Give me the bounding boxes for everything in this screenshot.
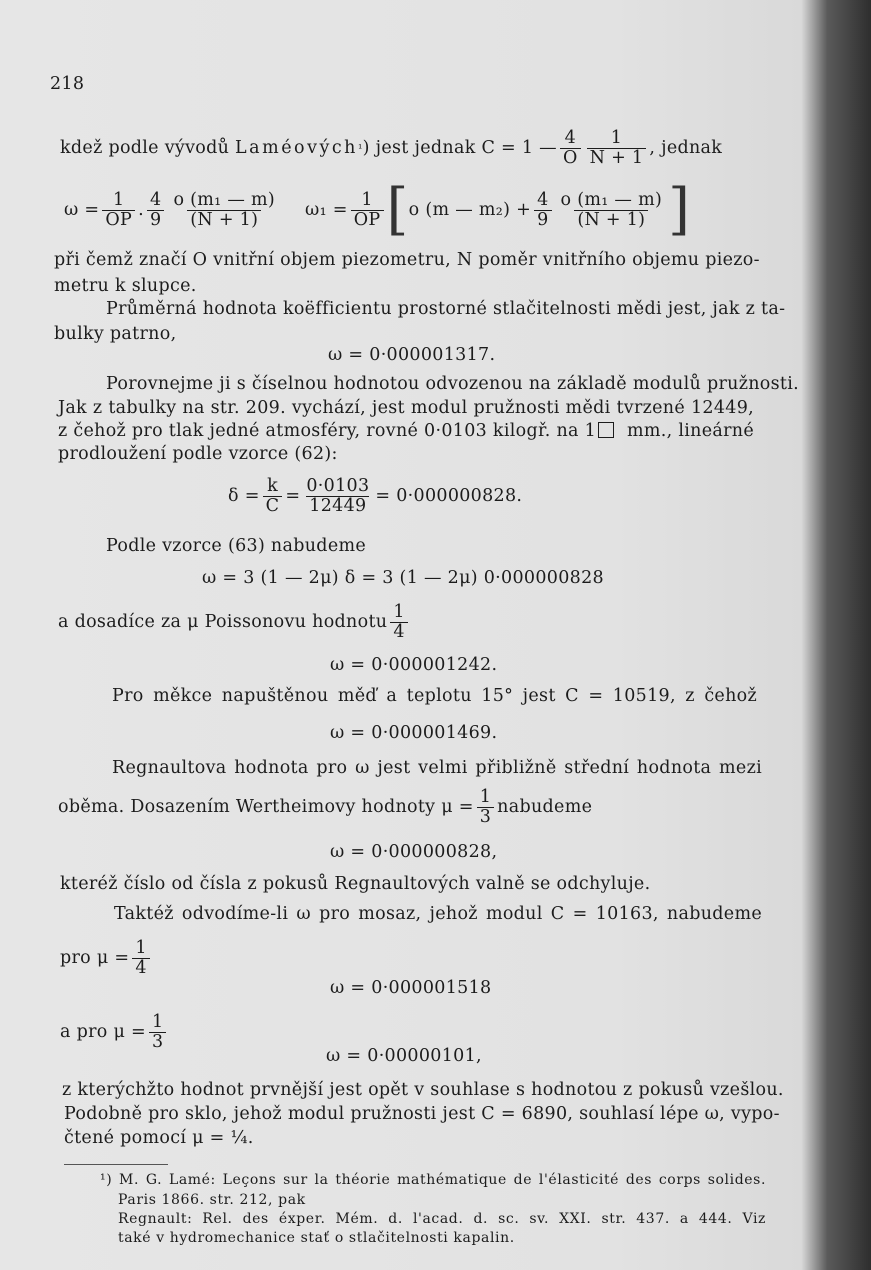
pro-mu-line-1 <box>60 932 153 984</box>
delta-lhs: δ = <box>228 486 260 506</box>
para9-line2: Podobně pro sklo, jehož modul pružnosti jest C = 6890, souhlasí lépe ω, vypo- <box>64 1104 780 1124</box>
fraction-1-over-4: $\frac{1}{4}$ <box>390 603 407 641</box>
eq-c-tail: , jednak <box>649 138 723 158</box>
para4: Podle vzorce (63) nabudeme <box>106 536 367 556</box>
para9-line1: z kterýchžto hodnot prvnější jest opět v souhlase s hodnotou z pokusů vzešlou. <box>62 1080 784 1100</box>
equation-omega-5: ω = 0·000000828, <box>330 842 498 862</box>
para3-line4: prodloužení podle vzorce (62): <box>58 444 338 464</box>
eq-c-mid: ) jest jednak <box>362 138 476 158</box>
page-number: 218 <box>50 74 85 94</box>
delta-rhs: = 0·000000828. <box>375 486 523 506</box>
para3-line2: Jak z tabulky na str. 209. vychází, jest modul pružnosti mědi tvrzené 12449, <box>58 398 754 418</box>
footnote-line4: také v hydromechanice stať o stlačitelnosti kapalin. <box>118 1230 515 1246</box>
fraction-k-over-C: $\frac{k}{C}$ <box>263 477 283 515</box>
para3-line3-a: z čehož pro tlak jedné atmosféry, rovné 0·0103 kilogř. na 1 <box>58 421 597 441</box>
bracket-term: o (m — m₂) + <box>408 200 532 220</box>
author-lame: Laméových <box>235 138 358 158</box>
poisson-line <box>58 596 411 648</box>
footnote-line1: ¹) M. G. Lamé: Leçons sur la théorie mathématique de l'élasticité des corps solides. <box>100 1172 766 1188</box>
fraction-om1m: $\frac{\text{o (m₁ — m)}}{(N + 1)}$ <box>173 190 276 230</box>
para6-line2-b: nabudeme <box>497 797 593 817</box>
eq-c-intro: kdež podle vývodů <box>60 138 230 158</box>
omega-formula-line <box>64 176 691 242</box>
equation-omega-3: ω = 0·000001242. <box>330 655 498 675</box>
pro-mu-label-1: pro μ = <box>60 948 130 968</box>
para2-line1: Průměrná hodnota koëfficientu prostorné stlačitelnosti mědi jest, jak z ta- <box>106 299 786 319</box>
fraction-om1m-2: $\frac{\text{o (m₁ — m)}}{(N + 1)}$ <box>560 190 663 230</box>
para6-line1: Regnaultova hodnota pro ω jest velmi přibližně střední hodnota mezi <box>112 758 762 778</box>
para6-line2-a: oběma. Dosazením Wertheimovy hodnoty μ = <box>58 797 474 817</box>
para3-line1: Porovnejme ji s číselnou hodnotou odvozenou na základě modulů pružnosti. <box>106 374 799 394</box>
para1-line2: metru k slupce. <box>54 276 197 296</box>
omega-lhs: ω = <box>64 200 100 220</box>
footnote-line2: Paris 1866. str. 212, pak <box>118 1192 306 1208</box>
para9-line3: čtené pomocí μ = ¼. <box>64 1128 254 1148</box>
para8: Taktéž odvodíme-li ω pro mosaz, jehož modul C = 10163, nabudeme <box>114 904 762 924</box>
equation-omega-2: ω = 3 (1 — 2μ) δ = 3 (1 — 2μ) 0·000000828 <box>202 568 604 588</box>
square-symbol <box>598 422 614 438</box>
fraction-1-over-OP: $\frac{1}{OP}$ <box>102 191 135 229</box>
fraction-4-over-O: $\frac{4}{O}$ <box>560 129 581 167</box>
equals-sign: = <box>285 486 301 506</box>
bracket-right: ] <box>668 176 691 242</box>
fraction-1-over-3-2: $\frac{1}{3}$ <box>149 1013 166 1051</box>
fraction-4-over-9-2: $\frac{4}{9}$ <box>534 191 551 229</box>
para6-line2 <box>58 782 592 832</box>
fraction-0103: $\frac{0\cdot 0103}{12449}$ <box>306 476 370 516</box>
para7: kteréž číslo od čísla z pokusů Regnaultových valně se odchyluje. <box>60 874 651 894</box>
delta-equation <box>228 466 522 526</box>
bracket-left: [ <box>386 176 409 242</box>
pro-mu-line-2 <box>60 1006 169 1058</box>
omega1-lhs: ω₁ = <box>305 200 348 220</box>
equation-omega-4: ω = 0·000001469. <box>330 723 498 743</box>
footnote-mark: ¹ <box>357 141 363 155</box>
footnote-rule <box>64 1164 168 1165</box>
equation-omega-6: ω = 0·000001518 <box>330 978 492 998</box>
eq-c-line <box>60 118 722 178</box>
fraction-1-over-OP-2: $\frac{1}{OP}$ <box>351 191 384 229</box>
footnote-line3: Regnault: Rel. des éxper. Mém. d. l'acad. d. sc. sv. XXI. str. 437. a 444. Viz <box>118 1211 766 1227</box>
para3-line3-b: mm., lineárné <box>626 421 754 441</box>
para5: Pro měkce napuštěnou měď a teplotu 15° jest C = 10519, z čehož <box>112 686 757 706</box>
fraction-1-over-N1: $\frac{1}{N + 1}$ <box>587 129 647 167</box>
fraction-1-over-3: $\frac{1}{3}$ <box>477 788 494 826</box>
fraction-4-over-9: $\frac{4}{9}$ <box>147 191 164 229</box>
para3-line3 <box>58 421 754 441</box>
para2-line2: bulky patrno, <box>54 324 177 344</box>
pro-mu-label-2: a pro μ = <box>60 1022 146 1042</box>
eq-c-lhs: C = 1 — <box>481 138 557 158</box>
fraction-1-over-4-2: $\frac{1}{4}$ <box>132 939 149 977</box>
equation-omega-1: ω = 0·000001317. <box>328 345 496 365</box>
para1-line1: při čemž značí O vnitřní objem piezometru, N poměr vnitřního objemu piezo- <box>54 250 760 270</box>
equation-omega-7: ω = 0·00000101, <box>326 1046 482 1066</box>
dot: . <box>138 200 145 220</box>
poisson-text: a dosadíce za μ Poissonovu hodnotu <box>58 612 388 632</box>
